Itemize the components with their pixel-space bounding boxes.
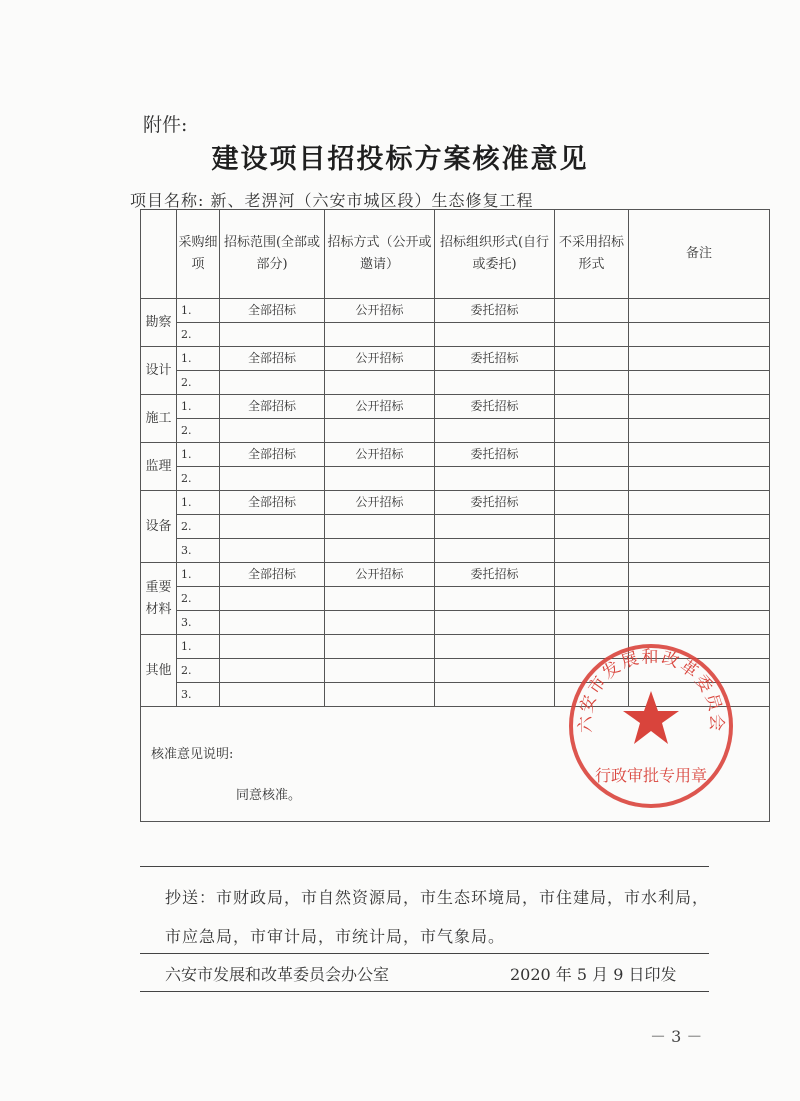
scope-cell (220, 635, 325, 659)
remarks-cell (629, 515, 770, 539)
item-number-cell: 2. (177, 467, 220, 491)
remarks-cell (629, 299, 770, 323)
seal-outer-text: 六安市发展和改革委员会 (575, 647, 727, 734)
table-row (141, 443, 770, 467)
table-row (141, 563, 770, 587)
organization-cell: 委托招标 (435, 299, 555, 323)
item-number-cell: 2. (177, 515, 220, 539)
scope-cell: 全部招标 (220, 299, 325, 323)
method-cell: 公开招标 (325, 443, 435, 467)
non-bidding-cell (555, 419, 629, 443)
remarks-cell (629, 611, 770, 635)
table-row (141, 611, 770, 635)
table-row (141, 467, 770, 491)
organization-cell: 委托招标 (435, 443, 555, 467)
scope-cell (220, 683, 325, 707)
method-cell (325, 587, 435, 611)
remarks-cell (629, 491, 770, 515)
item-number-cell: 1. (177, 347, 220, 371)
scope-cell (220, 659, 325, 683)
remarks-cell (629, 443, 770, 467)
category-cell: 施工 (141, 395, 177, 443)
item-number-cell: 2. (177, 587, 220, 611)
item-number-cell: 2. (177, 659, 220, 683)
table-row (141, 587, 770, 611)
method-cell: 公开招标 (325, 563, 435, 587)
scope-cell: 全部招标 (220, 395, 325, 419)
non-bidding-cell (555, 539, 629, 563)
organization-cell (435, 539, 555, 563)
method-cell: 公开招标 (325, 299, 435, 323)
table-row (141, 491, 770, 515)
remarks-cell (629, 323, 770, 347)
item-number-cell: 1. (177, 395, 220, 419)
non-bidding-cell (555, 563, 629, 587)
category-cell: 重要材料 (141, 563, 177, 635)
scope-cell: 全部招标 (220, 491, 325, 515)
issue-date: 2020 年 5 月 9 日印发 (510, 965, 677, 984)
method-cell (325, 323, 435, 347)
item-number-cell: 2. (177, 323, 220, 347)
method-cell (325, 419, 435, 443)
remarks-cell (629, 347, 770, 371)
method-cell: 公开招标 (325, 347, 435, 371)
organization-cell (435, 635, 555, 659)
header-organization: 招标组织形式(自行或委托) (435, 210, 555, 299)
project-name-label: 项目名称: (130, 191, 205, 210)
organization-cell: 委托招标 (435, 395, 555, 419)
page-number: － 3 － (650, 1027, 703, 1046)
method-cell (325, 467, 435, 491)
organization-cell (435, 611, 555, 635)
method-cell: 公开招标 (325, 491, 435, 515)
organization-cell: 委托招标 (435, 563, 555, 587)
opinion-label: 核准意见说明: (151, 747, 234, 762)
header-non-bidding: 不采用招标形式 (555, 210, 629, 299)
header-remarks: 备注 (629, 210, 770, 299)
table-row (141, 323, 770, 347)
table-row (141, 371, 770, 395)
organization-cell (435, 419, 555, 443)
item-number-cell: 1. (177, 443, 220, 467)
issuer-office: 六安市发展和改革委员会办公室 (165, 965, 390, 984)
item-number-cell: 3. (177, 683, 220, 707)
table-row (141, 299, 770, 323)
scope-cell: 全部招标 (220, 443, 325, 467)
non-bidding-cell (555, 299, 629, 323)
non-bidding-cell (555, 443, 629, 467)
method-cell (325, 683, 435, 707)
organization-cell (435, 587, 555, 611)
attachment-label: 附件: (143, 114, 188, 136)
organization-cell (435, 371, 555, 395)
opinion-text: 同意核准。 (236, 788, 302, 803)
item-number-cell: 1. (177, 563, 220, 587)
organization-cell: 委托招标 (435, 347, 555, 371)
non-bidding-cell (555, 587, 629, 611)
header-item: 采购细项 (177, 210, 220, 299)
project-name-value: 新、老淠河（六安市城区段）生态修复工程 (210, 191, 534, 210)
scope-cell (220, 611, 325, 635)
method-cell (325, 371, 435, 395)
non-bidding-cell (555, 515, 629, 539)
seal-star-icon (623, 691, 679, 744)
organization-cell (435, 683, 555, 707)
table-row (141, 515, 770, 539)
scope-cell: 全部招标 (220, 563, 325, 587)
middle-rule (140, 953, 709, 954)
organization-cell: 委托招标 (435, 491, 555, 515)
project-name-line (130, 188, 534, 211)
organization-cell (435, 659, 555, 683)
top-rule (140, 866, 709, 867)
header-category (141, 210, 177, 299)
scope-cell (220, 419, 325, 443)
organization-cell (435, 467, 555, 491)
organization-cell (435, 515, 555, 539)
remarks-cell (629, 371, 770, 395)
table-header-row (141, 210, 770, 299)
item-number-cell: 1. (177, 299, 220, 323)
non-bidding-cell (555, 611, 629, 635)
scope-cell (220, 371, 325, 395)
category-cell: 其他 (141, 635, 177, 707)
non-bidding-cell (555, 467, 629, 491)
category-cell: 监理 (141, 443, 177, 491)
item-number-cell: 3. (177, 539, 220, 563)
non-bidding-cell (555, 371, 629, 395)
category-cell: 勘察 (141, 299, 177, 347)
item-number-cell: 2. (177, 419, 220, 443)
remarks-cell (629, 563, 770, 587)
category-cell: 设计 (141, 347, 177, 395)
table-row (141, 347, 770, 371)
method-cell (325, 659, 435, 683)
item-number-cell: 2. (177, 371, 220, 395)
organization-cell (435, 323, 555, 347)
item-number-cell: 1. (177, 635, 220, 659)
method-cell (325, 515, 435, 539)
method-cell (325, 635, 435, 659)
non-bidding-cell (555, 395, 629, 419)
scope-cell (220, 323, 325, 347)
header-scope: 招标范围(全部或部分) (220, 210, 325, 299)
non-bidding-cell (555, 347, 629, 371)
table-row (141, 395, 770, 419)
remarks-cell (629, 467, 770, 491)
method-cell (325, 611, 435, 635)
scope-cell (220, 515, 325, 539)
header-method: 招标方式（公开或邀请） (325, 210, 435, 299)
remarks-cell (629, 395, 770, 419)
distribution-list: 抄送：市财政局，市自然资源局，市生态环境局，市住建局，市水利局，市应急局，市审计局，市统计局，市气象局。 (165, 888, 710, 946)
item-number-cell: 3. (177, 611, 220, 635)
table-row (141, 419, 770, 443)
category-cell: 设备 (141, 491, 177, 563)
remarks-cell (629, 419, 770, 443)
bottom-rule (140, 991, 709, 992)
non-bidding-cell (555, 491, 629, 515)
official-seal (566, 641, 736, 811)
scope-cell: 全部招标 (220, 347, 325, 371)
method-cell: 公开招标 (325, 395, 435, 419)
non-bidding-cell (555, 323, 629, 347)
document-title: 建设项目招投标方案核准意见 (211, 144, 589, 175)
scope-cell (220, 539, 325, 563)
scope-cell (220, 467, 325, 491)
table-row (141, 539, 770, 563)
scope-cell (220, 587, 325, 611)
item-number-cell: 1. (177, 491, 220, 515)
method-cell (325, 539, 435, 563)
seal-inner-text: 行政审批专用章 (594, 766, 708, 785)
remarks-cell (629, 587, 770, 611)
remarks-cell (629, 539, 770, 563)
